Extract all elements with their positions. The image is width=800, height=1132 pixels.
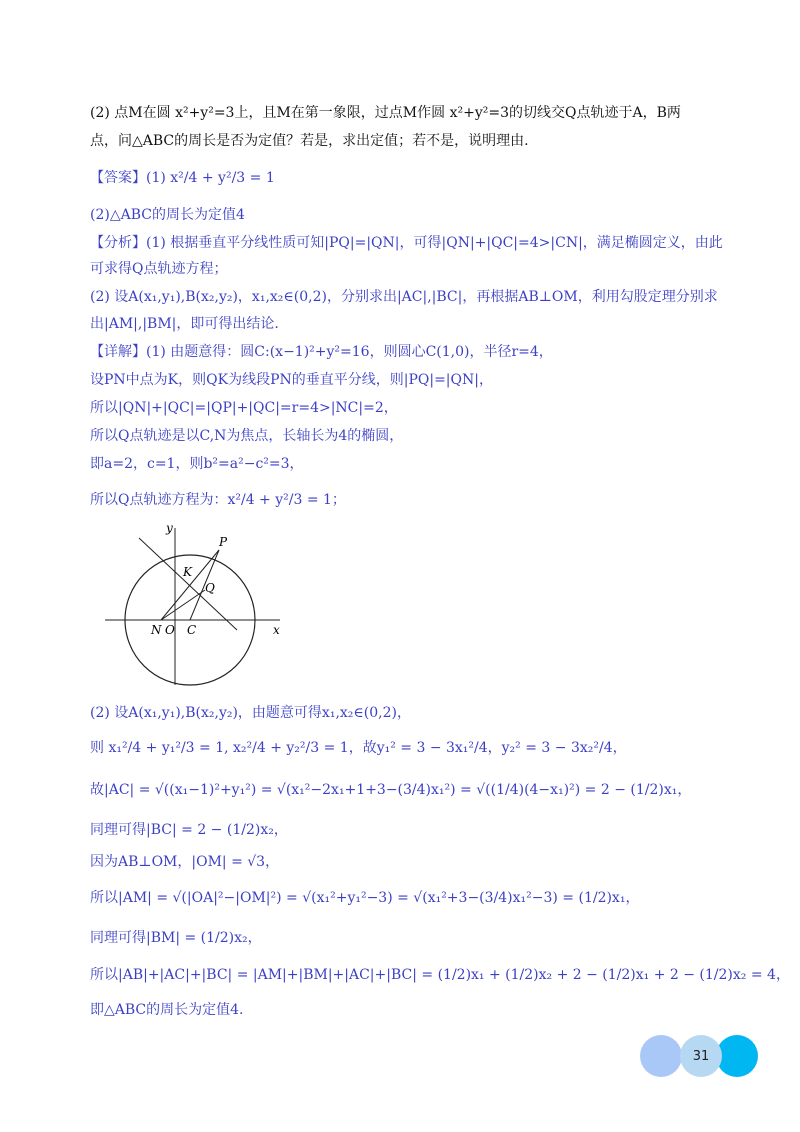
answer-line-1: 【答案】(1) x²/4 + y²/3 = 1 (90, 170, 275, 186)
detail-line-8: 则 x₁²/4 + y₁²/3 = 1, x₂²/4 + y₂²/3 = 1，故y₁² = 3 − 3x₁²/4，y₂² = 3 − 3x₂²/4， (90, 740, 627, 756)
label-p: P (219, 535, 228, 549)
detail-line-6: 所以Q点轨迹方程为：x²/4 + y²/3 = 1； (90, 492, 346, 508)
analysis-line-1: 【分析】(1) 根据垂直平分线性质可知|PQ|=|QN|，可得|QN|+|QC|=4>|CN|，满足椭圆定义，由此 (90, 235, 723, 251)
detail-line-13: 同理可得|BM| = (1/2)x₂， (90, 930, 262, 946)
detail-line-5: 即a=2，c=1，则b²=a²−c²=3， (90, 456, 304, 472)
detail-line-9: 故|AC| = √((x₁−1)²+y₁²) = √(x₁²−2x₁+1+3−(3/4)x₁²) = √((1/4)(4−x₁)²) = 2 − (1/2)x₁， (90, 782, 692, 798)
bisector-line (139, 538, 237, 630)
analysis-line-4: 出|AM|,|BM|，即可得出结论. (90, 316, 279, 332)
page-number: 31 (680, 1035, 722, 1077)
detail-line-2: 设PN中点为K，则QK为线段PN的垂直平分线，则|PQ|=|QN|， (90, 372, 493, 388)
label-y: y (166, 521, 173, 535)
detail-line-11: 因为AB⊥OM，|OM| = √3， (90, 854, 280, 870)
label-x: x (273, 623, 280, 637)
detail-line-10: 同理可得|BC| = 2 − (1/2)x₂， (90, 822, 288, 838)
detail-line-3: 所以|QN|+|QC|=|QP|+|QC|=r=4>|NC|=2， (90, 400, 398, 416)
detail-line-15: 即△ABC的周长为定值4. (90, 1002, 244, 1018)
analysis-line-3: (2) 设A(x₁,y₁),B(x₂,y₂)，x₁,x₂∈(0,2)，分别求出|AC|,|BC|，再根据AB⊥OM，利用勾股定理分别求 (90, 289, 718, 305)
label-q: Q (205, 581, 215, 595)
detail-line-1: 【详解】(1) 由题意得：圆C:(x−1)²+y²=16，则圆心C(1,0)，半径r=4， (90, 344, 553, 360)
segment-nq (161, 590, 205, 620)
ellipse-circle-figure (95, 520, 295, 690)
analysis-line-2: 可求得Q点轨迹方程； (90, 261, 228, 277)
page-badge-left-circle (640, 1035, 682, 1077)
label-n: N (151, 623, 162, 637)
problem-line-1: (2) 点M在圆 x²+y²=3上，且M在第一象限，过点M作圆 x²+y²=3的切线交Q点轨迹于A，B两 (90, 105, 681, 121)
page-badge-right-circle (716, 1035, 758, 1077)
detail-line-12: 所以|AM| = √(|OA|²−|OM|²) = √(x₁²+y₁²−3) = √(x₁²+3−(3/4)x₁²−3) = (1/2)x₁， (90, 890, 640, 906)
label-o: O (165, 623, 175, 637)
detail-line-14: 所以|AB|+|AC|+|BC| = |AM|+|BM|+|AC|+|BC| = (1/2)x₁ + (1/2)x₂ + 2 − (1/2)x₁ + 2 − (1/2)x₂ = 4， (90, 967, 790, 983)
answer-line-2: (2)△ABC的周长为定值4 (90, 207, 245, 223)
label-c: C (187, 623, 197, 637)
detail-line-4: 所以Q点轨迹是以C,N为焦点，长轴长为4的椭圆， (90, 428, 404, 444)
problem-line-2: 点，问△ABC的周长是否为定值？若是，求出定值；若不是，说明理由. (90, 133, 529, 149)
detail-line-7: (2) 设A(x₁,y₁),B(x₂,y₂)，由题意可得x₁,x₂∈(0,2)， (90, 705, 411, 721)
label-k: K (183, 565, 192, 579)
